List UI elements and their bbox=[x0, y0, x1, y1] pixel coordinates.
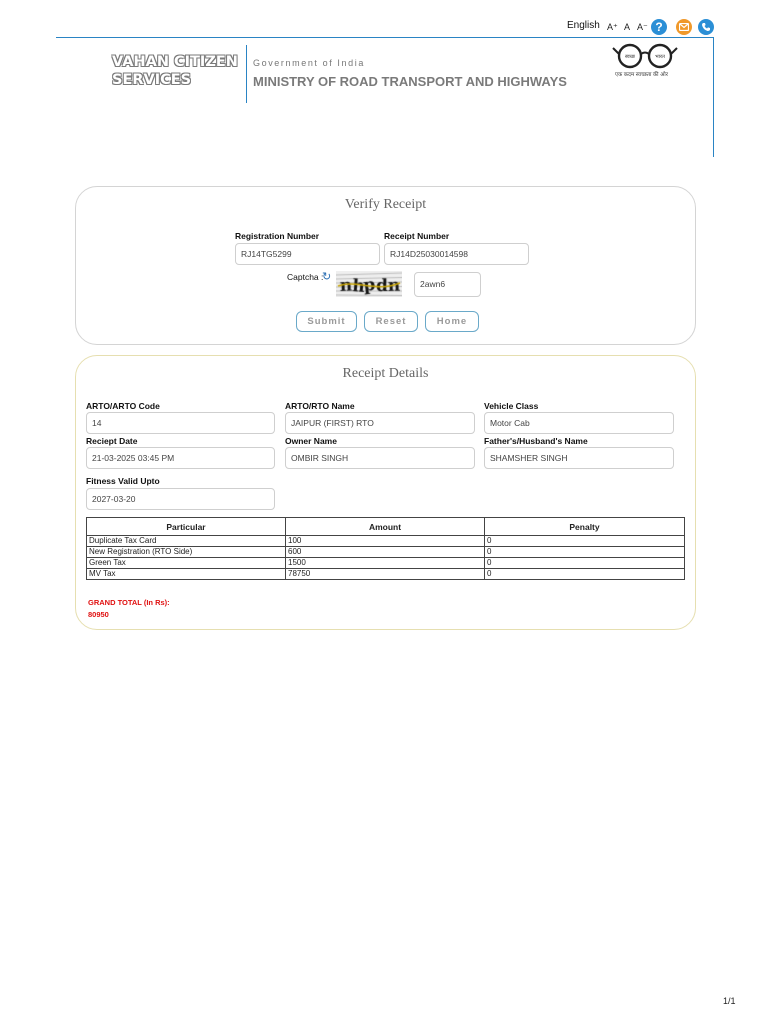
captcha-image bbox=[336, 271, 402, 297]
font-increase-button[interactable]: A⁺ bbox=[607, 22, 618, 32]
amount-cell: 100 bbox=[286, 536, 485, 547]
father-name-label: Father's/Husband's Name bbox=[484, 436, 588, 446]
vehicle-class-label: Vehicle Class bbox=[484, 401, 539, 411]
penalty-cell: 0 bbox=[485, 569, 685, 580]
fees-table bbox=[86, 517, 685, 580]
fitness-valid-field: 2027-03-20 bbox=[86, 488, 275, 510]
particular-cell: Green Tax bbox=[87, 558, 286, 569]
receipt-number-input[interactable]: RJ14D25030014598 bbox=[384, 243, 529, 265]
header-right-rule bbox=[713, 37, 714, 157]
amount-cell: 78750 bbox=[286, 569, 485, 580]
amount-cell: 600 bbox=[286, 547, 485, 558]
grand-total-label: GRAND TOTAL (In Rs): bbox=[88, 598, 170, 607]
particular-cell: MV Tax bbox=[87, 569, 286, 580]
phone-glyph bbox=[701, 22, 711, 32]
language-selector[interactable]: English bbox=[567, 20, 600, 31]
particular-cell: Duplicate Tax Card bbox=[87, 536, 286, 547]
column-header-particular: Particular bbox=[87, 518, 286, 536]
arto-code-field: 14 bbox=[86, 412, 275, 434]
mail-icon[interactable] bbox=[676, 19, 692, 35]
logo-word-right: भारत bbox=[655, 54, 665, 60]
table-row bbox=[87, 536, 685, 547]
registration-number-input[interactable]: RJ14TG5299 bbox=[235, 243, 380, 265]
father-name-field: SHAMSHER SINGH bbox=[484, 447, 674, 469]
brand-line-2: SERVICES bbox=[112, 72, 192, 88]
captcha-input[interactable]: 2awn6 bbox=[414, 272, 481, 297]
brand-line-1: VAHAN CITIZEN bbox=[112, 54, 238, 70]
arto-code-label: ARTO/ARTO Code bbox=[86, 401, 160, 411]
home-button[interactable]: Home bbox=[425, 311, 479, 332]
refresh-icon[interactable]: ↻ bbox=[322, 271, 332, 283]
page-indicator: 1/1 bbox=[723, 996, 736, 1006]
penalty-cell: 0 bbox=[485, 536, 685, 547]
font-normal-button[interactable]: A bbox=[624, 22, 631, 32]
submit-button[interactable]: Submit bbox=[296, 311, 357, 332]
table-row bbox=[87, 569, 685, 580]
verify-receipt-title: Verify Receipt bbox=[344, 197, 427, 212]
government-label: Government of India bbox=[253, 58, 365, 68]
rto-name-field: JAIPUR (FIRST) RTO bbox=[285, 412, 475, 434]
vahan-brand-logo bbox=[112, 53, 238, 89]
mail-glyph bbox=[679, 23, 689, 31]
column-header-penalty: Penalty bbox=[485, 518, 685, 536]
logo-tagline: एक कदम स्वच्छता की ओर bbox=[615, 72, 668, 78]
registration-number-label: Registration Number bbox=[235, 231, 320, 241]
receipt-number-label: Receipt Number bbox=[384, 231, 450, 241]
receipt-date-field: 21-03-2025 03:45 PM bbox=[86, 447, 275, 469]
table-row bbox=[87, 558, 685, 569]
receipt-date-label: Reciept Date bbox=[86, 436, 138, 446]
table-row bbox=[87, 547, 685, 558]
header-divider bbox=[246, 45, 247, 103]
amount-cell: 1500 bbox=[286, 558, 485, 569]
table-header-row bbox=[87, 518, 685, 536]
captcha-label: Captcha : bbox=[287, 272, 324, 282]
reset-button[interactable]: Reset bbox=[364, 311, 418, 332]
receipt-details-title: Receipt Details bbox=[342, 366, 429, 381]
penalty-cell: 0 bbox=[485, 547, 685, 558]
phone-icon[interactable] bbox=[698, 19, 714, 35]
grand-total-value: 80950 bbox=[88, 610, 109, 619]
font-decrease-button[interactable]: A⁻ bbox=[637, 22, 648, 32]
penalty-cell: 0 bbox=[485, 558, 685, 569]
rto-name-label: ARTO/RTO Name bbox=[285, 401, 355, 411]
logo-word-left: स्वच्छ bbox=[624, 54, 636, 60]
owner-name-field: OMBIR SINGH bbox=[285, 447, 475, 469]
fitness-valid-label: Fitness Valid Upto bbox=[86, 476, 160, 486]
vehicle-class-field: Motor Cab bbox=[484, 412, 674, 434]
ministry-title: MINISTRY OF ROAD TRANSPORT AND HIGHWAYS bbox=[253, 74, 567, 89]
owner-name-label: Owner Name bbox=[285, 436, 337, 446]
column-header-amount: Amount bbox=[286, 518, 485, 536]
header-top-rule bbox=[56, 37, 714, 38]
particular-cell: New Registration (RTO Side) bbox=[87, 547, 286, 558]
help-icon[interactable]: ? bbox=[651, 19, 667, 35]
